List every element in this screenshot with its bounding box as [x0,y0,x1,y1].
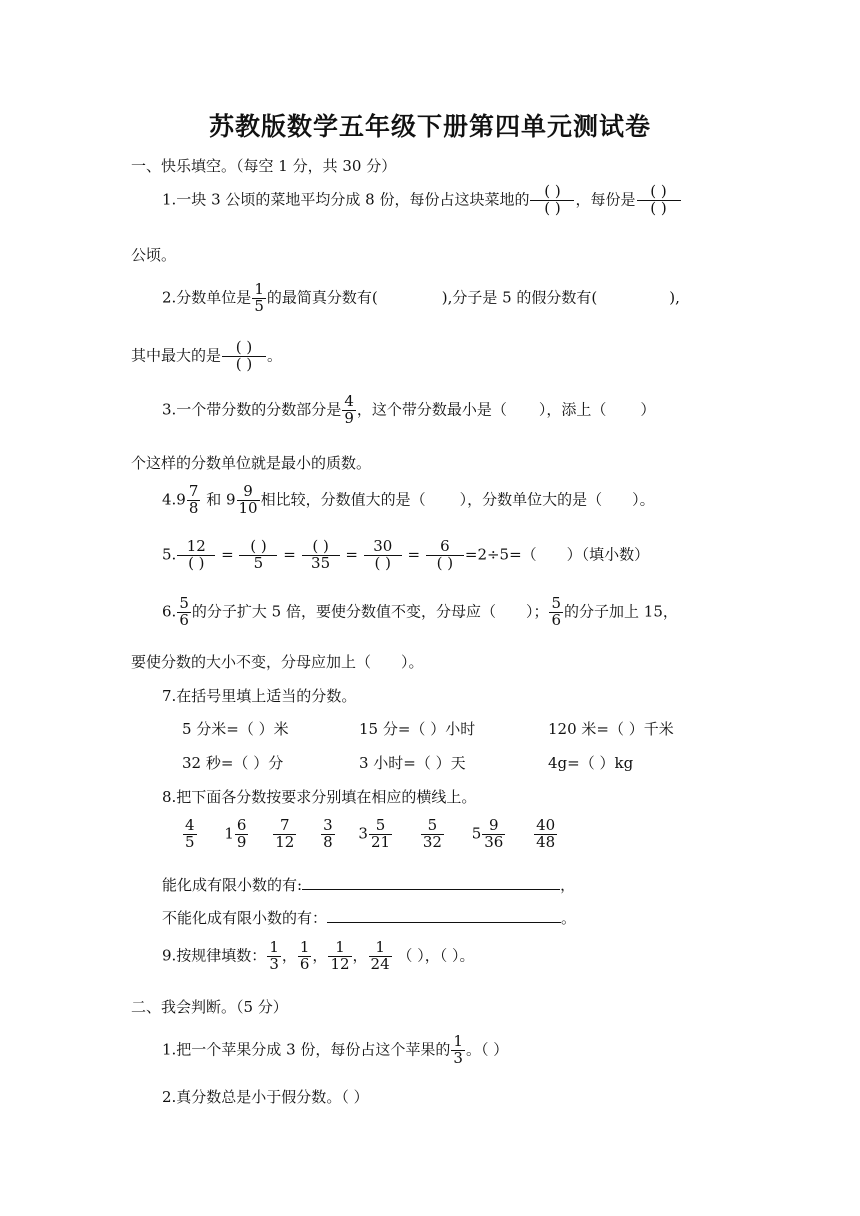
answer-fraction-blank[interactable]: $\frac{( )}{( )}$ [637,184,681,217]
question-7-heading: 7.在括号里填上适当的分数。 [162,687,357,705]
question-1-line-2: 公顷。 [131,246,177,264]
fraction-blank-5[interactable]: $\frac{( )}{5}$ [239,539,277,572]
q7-item: 4g=（ ）kg [548,754,634,772]
q7-item: 5 分米=（ ）米 [182,720,289,738]
page-title: 苏教版数学五年级下册第四单元测试卷 [209,112,652,141]
fraction-6-blank[interactable]: $\frac{6}{( )}$ [426,539,464,572]
q8-fraction: 5 $\frac{9}{36}$ [471,816,504,851]
q8-non-finite-decimals: 不能化成有限小数的有： 。 [162,909,577,927]
fraction-4-9: $\frac{4}{9}$ [344,392,354,427]
q8-fraction: 3 $\frac{5}{21}$ [358,816,391,851]
fraction-7-8: $\frac{7}{8}$ [188,482,199,517]
q8-fraction: 1 $\frac{6}{9}$ [224,816,247,851]
q8-finite-decimals: 能化成有限小数的有: ， [162,876,576,894]
question-3-line-2: 个这样的分数单位就是最小的质数。 [131,454,372,472]
q8-fraction: $\frac{5}{32}$ [422,816,442,851]
fraction-9-10: $\frac{9}{10}$ [238,482,258,517]
q8-fraction-list [182,818,558,851]
q7-item: 120 米=（ ）千米 [548,720,674,738]
question-8-heading: 8.把下面各分数按要求分别填在相应的横线上。 [162,788,477,806]
fraction-1-5: $\frac{1}{5}$ [254,280,264,315]
question-2-line-2: 其中最大的是 $\frac{( )}{( )}$ 。 [131,338,283,373]
question-5: 5. $\frac{12}{( )}$ = $\frac{( )}{5}$ = $\frac{( )}{35}$ = $\frac{30}{( )}$ = $\frac{6}{( )}$ =2÷5=（ ）（填小数） [162,537,650,572]
fraction-5-6: $\frac{5}{6}$ [179,594,189,629]
q8-fraction: $\frac{3}{8}$ [323,816,333,851]
fraction-blank-35[interactable]: $\frac{( )}{35}$ [302,539,340,572]
q7-item: 3 小时=（ ）天 [359,754,466,772]
q8-fraction: $\frac{4}{5}$ [185,816,195,851]
question-6-line-2: 要使分数的大小不变，分母应加上（ ）。 [131,653,424,671]
question-3-line-1: 3.一个带分数的分数部分是 $\frac{4}{9}$ ，这个带分数最小是（ ），添上（ ） [162,392,656,427]
question-1-line-1: 1.一块 3 公顷的菜地平均分成 8 份，每份占这块菜地的 $\frac{( )}{( )}$ ，每份是 $\frac{( )}{( )}$ [162,184,682,217]
question-6-line-1: 6. $\frac{5}{6}$ 的分子扩大 5 倍，要使分数值不变，分母应（ ）； $\frac{5}{6}$ 的分子加上 15， [162,594,678,629]
question-9: 9.按规律填数： $\frac{1}{3}$ ， $\frac{1}{6}$ ， $\frac{1}{12}$ ， $\frac{1}{24}$ （ ），（ ）。 [162,938,475,973]
q8-fraction: $\frac{40}{48}$ [536,816,556,851]
answer-line[interactable] [327,908,561,923]
question-4: 4.9 $\frac{7}{8}$ 和 9 $\frac{9}{10}$ 相比较，分数值大的是（ ），分数单位大的是（ ）。 [162,482,655,517]
answer-fraction-blank[interactable]: $\frac{( )}{( )}$ [222,340,266,373]
section-2-heading: 二、我会判断。（5 分） [131,998,288,1016]
fraction-12-blank[interactable]: $\frac{12}{( )}$ [177,539,215,572]
q8-fraction: $\frac{7}{12}$ [275,816,295,851]
section-1-heading: 一、快乐填空。（每空 1 分，共 30 分） [131,157,397,175]
fraction-30-blank[interactable]: $\frac{30}{( )}$ [364,539,402,572]
q7-item: 15 分=（ ）小时 [359,720,476,738]
answer-fraction-blank[interactable]: $\frac{( )}{( )}$ [530,184,574,217]
answer-line[interactable] [302,875,560,890]
judge-1: 1.把一个苹果分成 3 份，每份占这个苹果的 $\frac{1}{3}$ 。（ ） [162,1032,509,1067]
question-2-line-1: 2.分数单位是 $\frac{1}{5}$ 的最简真分数有( ),分子是 5 的假分数有( ), [162,280,680,315]
fraction-5-6: $\frac{5}{6}$ [551,594,562,629]
judge-2: 2.真分数总是小于假分数。（ ） [162,1088,369,1106]
q7-item: 32 秒=（ ）分 [182,754,284,772]
